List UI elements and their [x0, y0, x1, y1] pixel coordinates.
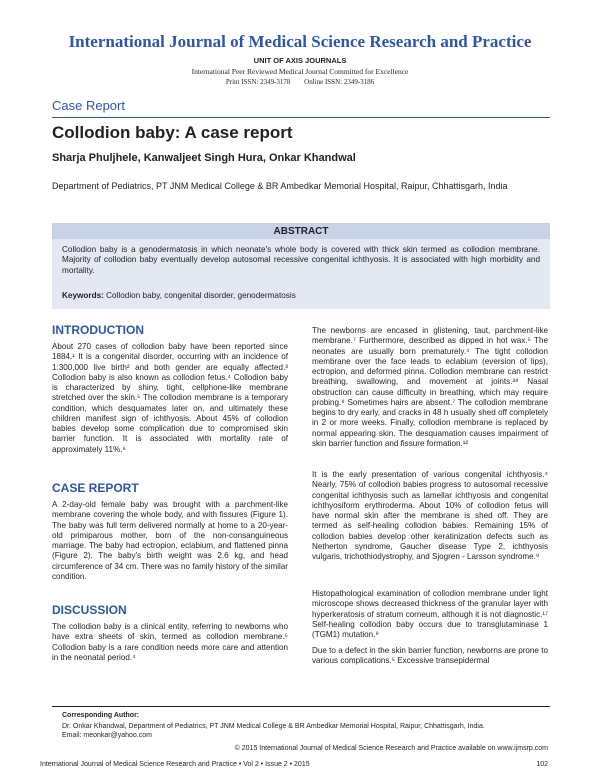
- corresponding-author-email: Email: meonkar@yahoo.com: [62, 732, 152, 739]
- corresponding-author-label: Corresponding Author:: [62, 712, 140, 719]
- corresponding-author: [62, 722, 542, 740]
- discussion-text: The collodion baby is a clinical entity, referring to newborns who have extra sheets of skin, termed as collodion membrane.⁵ Collodion baby is a rare condition needs more care and attention in the neonatal period.⁴: [52, 622, 288, 662]
- publisher-name: UNIT OF AXIS JOURNALS: [253, 56, 347, 65]
- keywords: [62, 291, 540, 300]
- copyright: © 2015 International Journal of Medical Science Research and Practice available on www.ijmsrp.com: [234, 745, 548, 752]
- introduction-heading: INTRODUCTION: [52, 323, 144, 337]
- keywords-label: Keywords:: [62, 291, 104, 300]
- discussion-heading: DISCUSSION: [52, 603, 127, 617]
- article-type: Case Report: [52, 98, 125, 113]
- affiliation: Department of Pediatrics, PT JNM Medical College & BR Ambedkar Memorial Hospital, Raipur, Chhattisgarh, India: [52, 181, 508, 191]
- authors: Sharja Phuljhele, Kanwaljeet Singh Hura, Onkar Khandwal: [52, 152, 356, 164]
- page-footer-citation: International Journal of Medical Science Research and Practice • Vol 2 • Issue 2 • 2015: [40, 761, 310, 768]
- divider: [52, 117, 550, 118]
- case-report-text: A 2-day-old female baby was brought with a parchment-like membrane covering the whole body, and with fissures (Figure 1). The baby was full term delivered normally at home to a 20-year-old primiparous mother, born of the non-consanguineous marriage. The baby had ectropion, eclabium, and flattened pinna (Figure 2). The baby's birth weight was 2.6 kg, and head circumference of 34 cm. There was no family history of the similar condition.: [52, 500, 288, 581]
- journal-subtitle: International Peer Reviewed Medical Journal Committed for Excellence: [191, 67, 409, 76]
- corresponding-author-details: Dr. Onkar Khandwal, Department of Pediatrics, PT JNM Medical College & BR Ambedkar Memorial Hospital, Raipur, Chhattisgarh, India.: [62, 723, 485, 730]
- issn-line: [0, 78, 600, 86]
- print-issn: Print ISSN: 2349-3178: [225, 78, 291, 86]
- body-paragraph: The newborns are encased in glistening, taut, parchment-like membrane.⁷ Furthermore, described as dipped in hot wax.⁵ The neonates are usually born prematurely.⁴ The tight collodion membrane over the face leads to eclabium (eversion of lips), ectropion, and deformed pinna. Collodion membrane can restrict breathing, swallowing, and movement at joints.³⁸ Nasal obstruction can cause difficulty in breathing, which may require probing.⁸ Sometimes hairs are absent.⁷ The collodion membrane begins to dry early, and cracks in 48 h usually shed off completely in 2 or more weeks. Finally, collodion membrane is replaced by normal appearing skin. The desquamation causes impairment of skin barrier function and fissure formation.¹²: [312, 326, 548, 448]
- journal-title: International Journal of Medical Science Research and Practice: [68, 32, 532, 51]
- body-paragraph: It is the early presentation of various congenital ichthyosis.⁴ Nearly, 75% of collodion babies progress to autosomal recessive congenital ichthyosis such as lamellar ichthyosis and congenital ichthyosiform erythroderma. About 10% of collodion fetus will have normal skin after the membrane is shed off. They are termed as self-healing collodion babies. Remaining 15% of collodion babies develop other keratinization defects such as Netherton syndrome, Gaucher disease Type 2, ichthyosis vulgaris, trichothiodystrophy, and Sjogren - Larsson syndrome.⁹: [312, 470, 548, 561]
- body-paragraph: Due to a defect in the skin barrier function, newborns are prone to various complications.⁵ Excessive transepidermal: [312, 646, 548, 666]
- abstract-heading: ABSTRACT: [273, 226, 329, 237]
- keywords-list: Collodion baby, congenital disorder, genodermatosis: [106, 291, 296, 300]
- introduction-text: About 270 cases of collodion baby have been reported since 1884.¹ It is a congenital disorder, occurring with an incidence of 1:300,000 live birth² and both gender are equally affected.³ Collodion baby is also known as collodion fetus.⁴ Collodion baby is characterized by shiny, tight, cellphone-like membrane stretched over the skin.⁵ The collodion membrane is a temporary condition, which desquamates later on, and ultimately these children manifest sign of ichthyosis. About 45% of collodion babies develop some complication due to compromised skin barrier function. It is associated with mortality rate of approximately 11%.⁶: [52, 342, 288, 454]
- page-number: 102: [536, 761, 548, 768]
- abstract-text: Collodion baby is a genodermatosis in which neonate's whole body is covered with thick skin termed as collodion membrane. Majority of collodion baby eventually develop autosomal recessive congenital ichthyosis. It is associated with high morbidity and mortality.: [62, 245, 540, 275]
- body-paragraph: Histopathological examination of collodion membrane under light microscope shows decreased thickness of the granular layer with hyperkeratosis of stratum corneum, although it is not diagnostic.¹⁷ Self-healing collodion baby occurs due to transglutaminase 1 (TGM1) mutation.⁹: [312, 589, 548, 639]
- online-issn: Online ISSN: 2349-3186: [304, 78, 375, 86]
- article-title: Collodion baby: A case report: [52, 123, 293, 142]
- case-report-heading: CASE REPORT: [52, 481, 139, 495]
- footer-divider: [52, 706, 550, 707]
